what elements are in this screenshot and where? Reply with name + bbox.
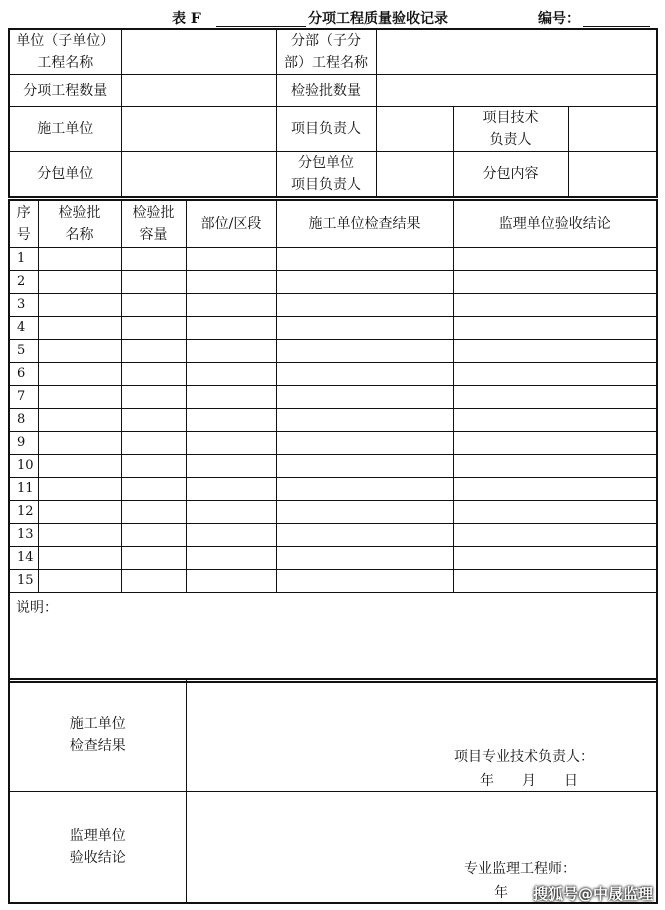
batch-rows — [9, 247, 657, 592]
lot-capacity-cell[interactable] — [121, 546, 186, 569]
location-cell[interactable] — [186, 247, 276, 270]
col-header-supervision-conclusion: 监理单位验收结论 — [453, 200, 657, 247]
lot-capacity-cell[interactable] — [121, 454, 186, 477]
supervision-conclusion-cell[interactable] — [453, 431, 657, 454]
unit-project-name-field[interactable] — [121, 29, 276, 75]
lot-name-cell[interactable] — [38, 385, 121, 408]
supervision-conclusion-cell[interactable] — [453, 523, 657, 546]
unit-project-name-label: 单位（子单位） 工程名称 — [9, 29, 121, 75]
table-row — [9, 546, 657, 569]
col-header-construction-result: 施工单位检查结果 — [276, 200, 453, 247]
construction-result-cell[interactable] — [276, 339, 453, 362]
row-number: 1 — [9, 247, 38, 270]
number-blank-field[interactable] — [583, 8, 650, 27]
construction-unit-label: 施工单位 — [9, 107, 121, 152]
table-row — [9, 408, 657, 431]
lot-name-cell[interactable] — [38, 569, 121, 592]
page-title: 分项工程质量验收记录 — [308, 11, 448, 27]
table-row — [9, 477, 657, 500]
watermark: 搜狐号@中晟监理 — [532, 885, 653, 903]
lot-capacity-cell[interactable] — [121, 339, 186, 362]
supervision-conclusion-cell[interactable] — [453, 546, 657, 569]
col-header-lot-name: 检验批 名称 — [38, 200, 121, 247]
table-row — [9, 385, 657, 408]
supervision-conclusion-label: 监理单位 验收结论 — [9, 791, 186, 903]
lot-name-cell[interactable] — [38, 523, 121, 546]
sub-project-name-field[interactable] — [376, 29, 657, 75]
subcontract-unit-field[interactable] — [121, 152, 276, 198]
lot-name-cell[interactable] — [38, 293, 121, 316]
construction-result-cell[interactable] — [276, 293, 453, 316]
construction-signer-label: 项目专业技术负责人： — [454, 749, 594, 765]
supervision-conclusion-cell[interactable] — [453, 316, 657, 339]
notes-label: 说明： — [16, 599, 58, 616]
row-number: 10 — [9, 454, 38, 477]
location-cell[interactable] — [186, 523, 276, 546]
row-number: 3 — [9, 293, 38, 316]
project-info-table — [8, 28, 658, 198]
lot-name-cell[interactable] — [38, 546, 121, 569]
lot-name-cell[interactable] — [38, 316, 121, 339]
lot-capacity-cell[interactable] — [121, 316, 186, 339]
sub-project-name-label: 分部（子分 部）工程名称 — [276, 29, 376, 75]
row-number: 11 — [9, 477, 38, 500]
title-blank-line — [216, 8, 306, 27]
location-cell[interactable] — [186, 477, 276, 500]
project-manager-field[interactable] — [376, 107, 453, 152]
supervision-conclusion-cell[interactable] — [453, 500, 657, 523]
construction-result-cell[interactable] — [276, 500, 453, 523]
lot-name-cell[interactable] — [38, 362, 121, 385]
lot-capacity-cell[interactable] — [121, 293, 186, 316]
row-number: 6 — [9, 362, 38, 385]
lot-capacity-cell[interactable] — [121, 500, 186, 523]
location-cell[interactable] — [186, 408, 276, 431]
subcontract-manager-field[interactable] — [376, 152, 453, 198]
row-number: 2 — [9, 270, 38, 293]
col-header-location: 部位/区段 — [186, 200, 276, 247]
supervision-conclusion-cell[interactable] — [453, 408, 657, 431]
row-number: 8 — [9, 408, 38, 431]
row-number: 12 — [9, 500, 38, 523]
signoff-table — [8, 678, 658, 904]
supervision-conclusion-cell[interactable] — [453, 362, 657, 385]
location-cell[interactable] — [186, 569, 276, 592]
lot-capacity-cell[interactable] — [121, 477, 186, 500]
construction-result-cell[interactable] — [276, 316, 453, 339]
lot-name-cell[interactable] — [38, 408, 121, 431]
table-label: 表 F — [172, 11, 201, 27]
lot-capacity-cell[interactable] — [121, 362, 186, 385]
supervision-conclusion-cell[interactable] — [453, 247, 657, 270]
construction-result-cell[interactable] — [276, 408, 453, 431]
notes-cell[interactable] — [9, 592, 657, 682]
row-number: 9 — [9, 431, 38, 454]
lot-name-cell[interactable] — [38, 247, 121, 270]
row-number: 15 — [9, 569, 38, 592]
construction-result-cell[interactable] — [276, 270, 453, 293]
location-cell[interactable] — [186, 339, 276, 362]
lot-capacity-cell[interactable] — [121, 523, 186, 546]
technical-manager-field[interactable] — [568, 107, 657, 152]
supervision-conclusion-cell[interactable] — [453, 339, 657, 362]
construction-result-cell[interactable] — [276, 362, 453, 385]
construction-result-cell[interactable] — [276, 523, 453, 546]
number-label: 编号： — [538, 11, 580, 27]
construction-unit-field[interactable] — [121, 107, 276, 152]
row-number: 13 — [9, 523, 38, 546]
construction-result-cell[interactable] — [276, 247, 453, 270]
table-row — [9, 339, 657, 362]
table-row — [9, 293, 657, 316]
table-row — [9, 500, 657, 523]
construction-result-cell[interactable] — [276, 385, 453, 408]
lot-capacity-cell[interactable] — [121, 408, 186, 431]
lot-name-cell[interactable] — [38, 500, 121, 523]
lot-capacity-cell[interactable] — [121, 569, 186, 592]
location-cell[interactable] — [186, 362, 276, 385]
subitem-count-field[interactable] — [121, 75, 276, 107]
supervision-conclusion-cell[interactable] — [453, 270, 657, 293]
supervision-conclusion-cell[interactable] — [453, 569, 657, 592]
construction-sign-date: 年 月 日 — [480, 773, 578, 789]
construction-check-field[interactable] — [186, 679, 657, 791]
location-cell[interactable] — [186, 431, 276, 454]
subcontract-content-label: 分包内容 — [453, 152, 568, 198]
inspection-lot-count-field[interactable] — [376, 75, 657, 107]
construction-result-cell[interactable] — [276, 546, 453, 569]
table-row — [9, 316, 657, 339]
lot-capacity-cell[interactable] — [121, 385, 186, 408]
location-cell[interactable] — [186, 270, 276, 293]
table-row — [9, 523, 657, 546]
lot-name-cell[interactable] — [38, 339, 121, 362]
location-cell[interactable] — [186, 546, 276, 569]
inspection-lots-table — [8, 199, 658, 683]
form-header — [0, 6, 665, 28]
location-cell[interactable] — [186, 385, 276, 408]
construction-result-cell[interactable] — [276, 477, 453, 500]
col-header-lot-capacity: 检验批 容量 — [121, 200, 186, 247]
inspection-lot-count-label: 检验批数量 — [276, 75, 376, 107]
subcontract-manager-label: 分包单位 项目负责人 — [276, 152, 376, 198]
col-header-seq: 序 号 — [9, 200, 38, 247]
technical-manager-label: 项目技术 负责人 — [453, 107, 568, 152]
location-cell[interactable] — [186, 293, 276, 316]
row-number: 14 — [9, 546, 38, 569]
table-row — [9, 270, 657, 293]
table-row — [9, 569, 657, 592]
subitem-count-label: 分项工程数量 — [9, 75, 121, 107]
supervision-conclusion-cell[interactable] — [453, 454, 657, 477]
lot-name-cell[interactable] — [38, 477, 121, 500]
table-row — [9, 247, 657, 270]
lot-capacity-cell[interactable] — [121, 431, 186, 454]
construction-check-label: 施工单位 检查结果 — [9, 679, 186, 791]
row-number: 4 — [9, 316, 38, 339]
construction-result-cell[interactable] — [276, 431, 453, 454]
subcontract-content-field[interactable] — [568, 152, 657, 198]
supervision-conclusion-cell[interactable] — [453, 293, 657, 316]
construction-result-cell[interactable] — [276, 569, 453, 592]
supervision-signer-label: 专业监理工程师： — [464, 860, 576, 877]
lot-name-cell[interactable] — [38, 431, 121, 454]
location-cell[interactable] — [186, 454, 276, 477]
table-row — [9, 454, 657, 477]
project-manager-label: 项目负责人 — [276, 107, 376, 152]
lot-name-cell[interactable] — [38, 454, 121, 477]
lot-name-cell[interactable] — [38, 270, 121, 293]
row-number: 7 — [9, 385, 38, 408]
lot-capacity-cell[interactable] — [121, 247, 186, 270]
row-number: 5 — [9, 339, 38, 362]
supervision-conclusion-cell[interactable] — [453, 477, 657, 500]
supervision-conclusion-cell[interactable] — [453, 385, 657, 408]
table-row — [9, 431, 657, 454]
lot-capacity-cell[interactable] — [121, 270, 186, 293]
location-cell[interactable] — [186, 500, 276, 523]
table-row — [9, 362, 657, 385]
construction-result-cell[interactable] — [276, 454, 453, 477]
location-cell[interactable] — [186, 316, 276, 339]
subcontract-unit-label: 分包单位 — [9, 152, 121, 198]
supervision-sign-date: 年 — [494, 884, 508, 901]
